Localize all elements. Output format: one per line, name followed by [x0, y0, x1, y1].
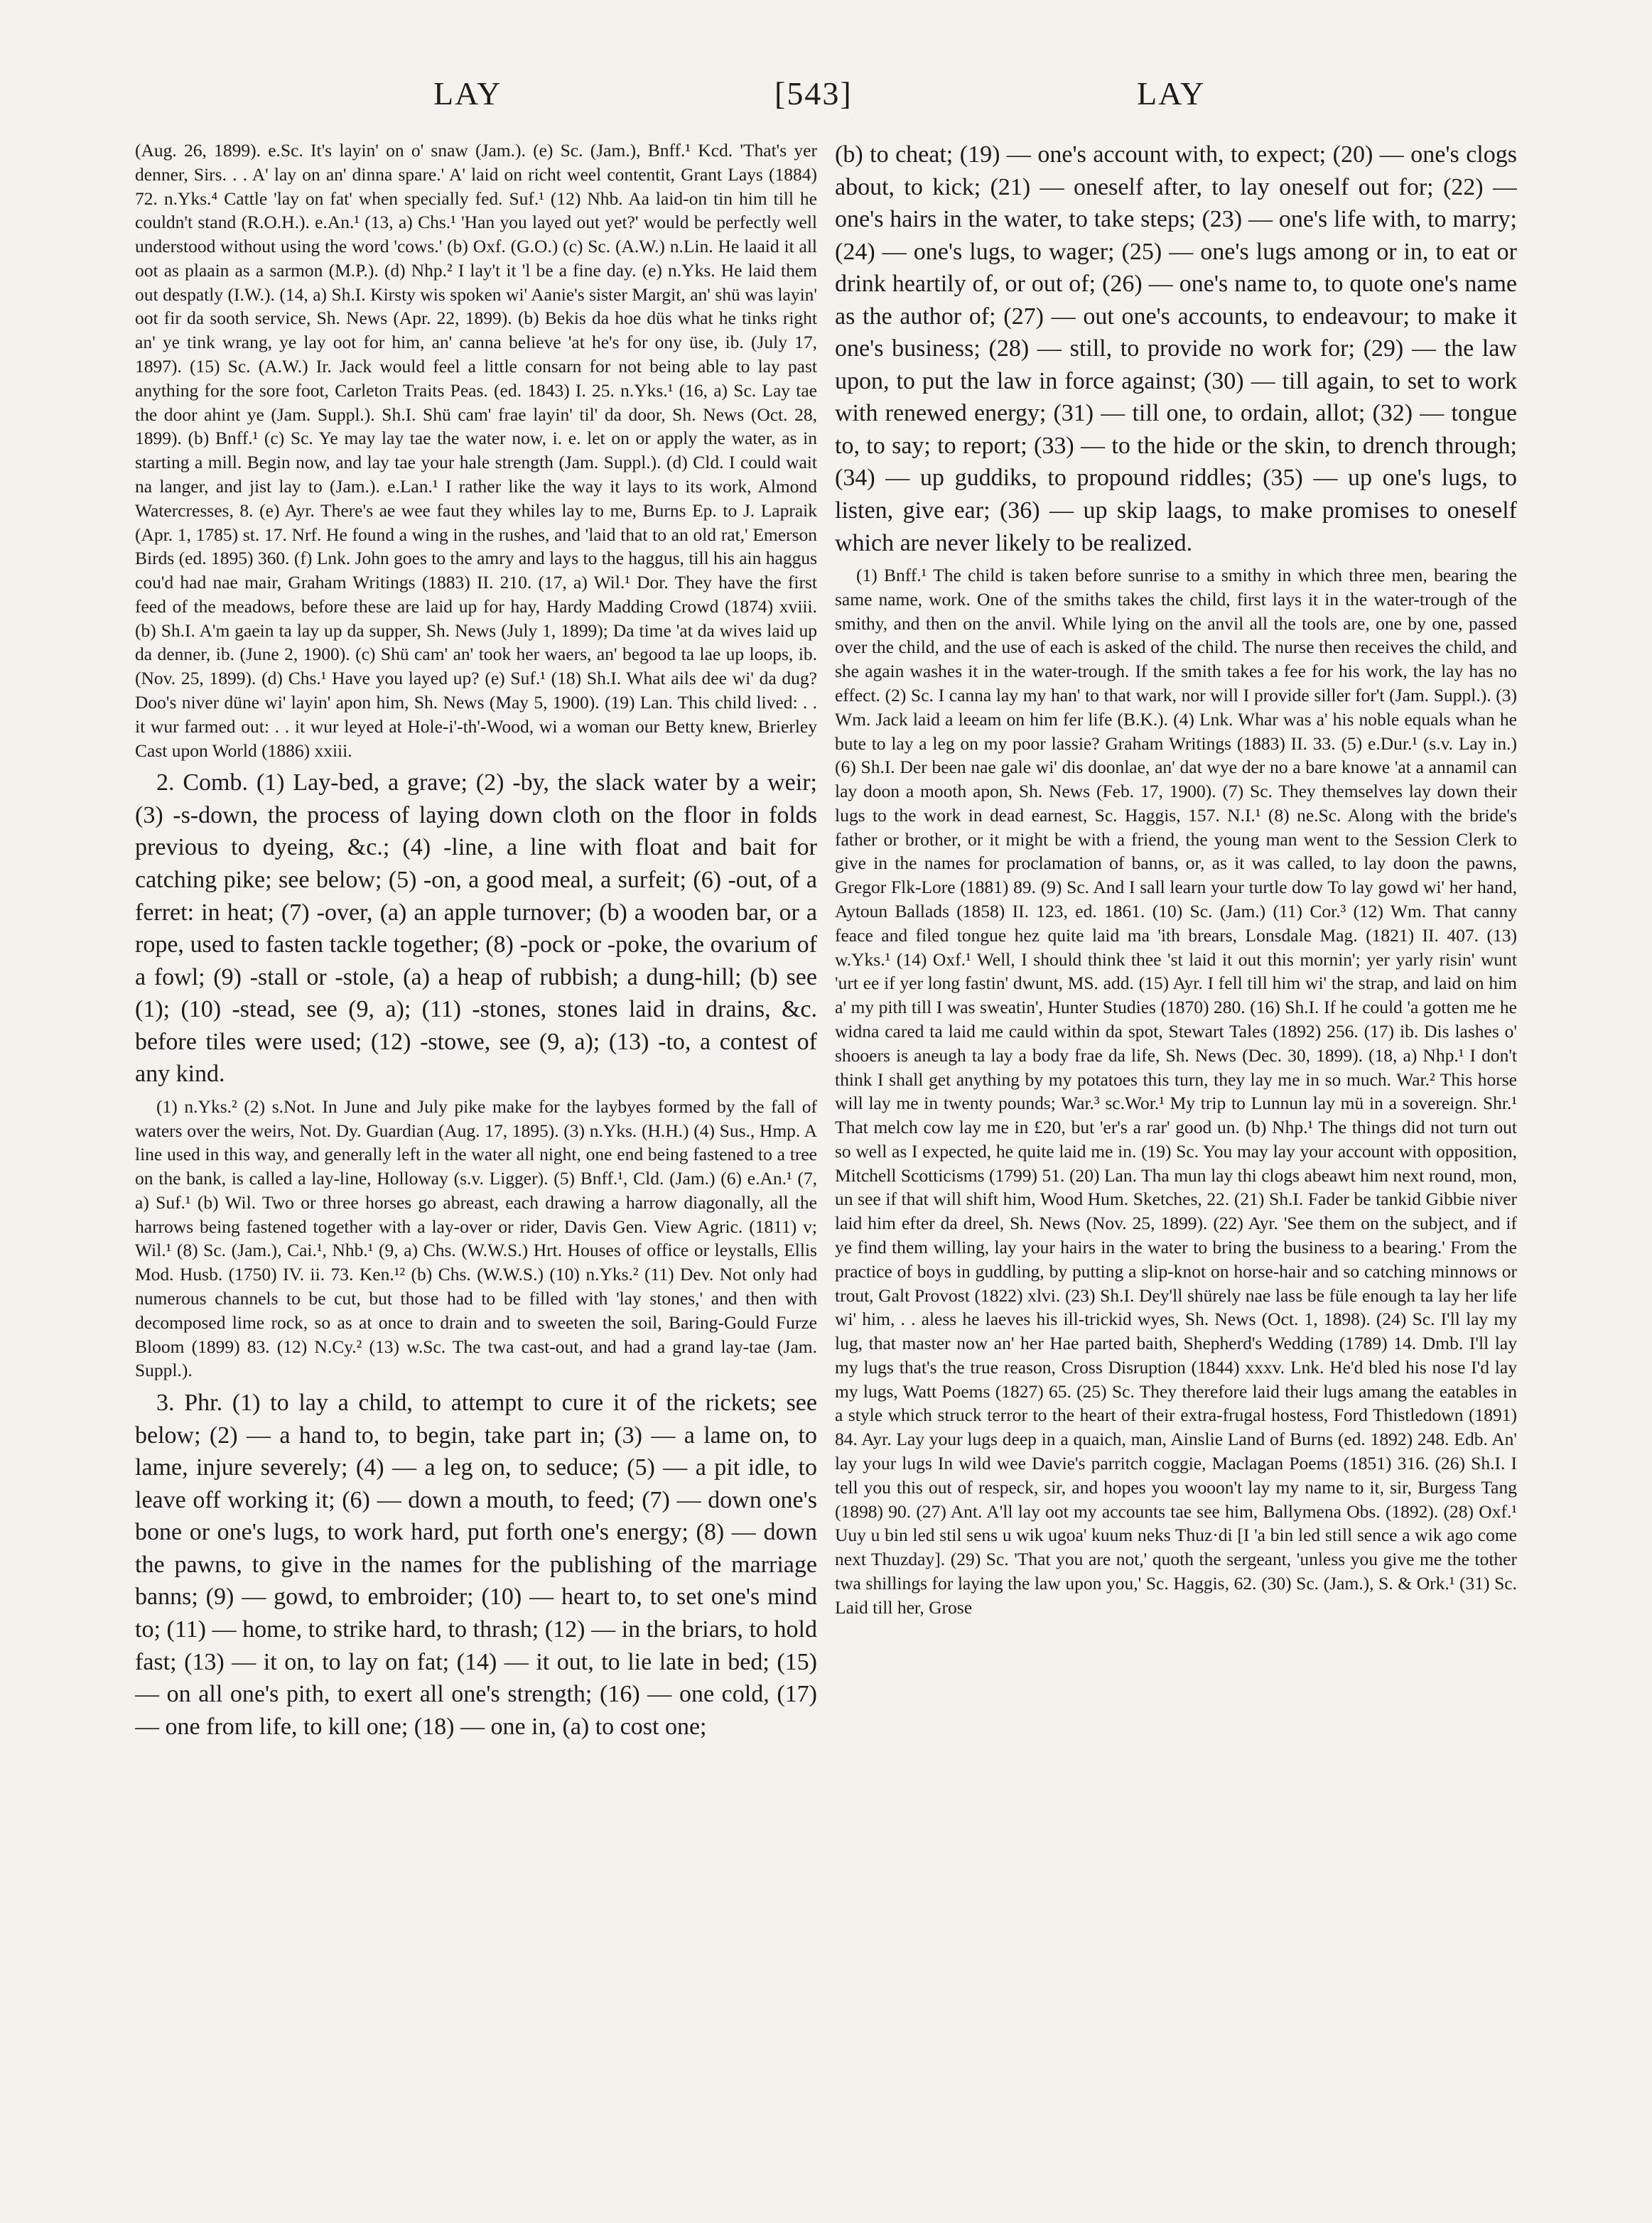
- headword-right: LAY: [1137, 75, 1206, 112]
- right-column: [835, 139, 1517, 2199]
- left-column-paragraph: 3. Phr. (1) to lay a child, to attempt to cure it of the rickets; see below; (2) — a hand to, to begin, take part in; (3) — a lame on, to lame, injure severely; (4) — a leg on, to seduce; (5) — a pit idle, to leave off working it; (6) — down a mouth, to feed; (7) — down one's bone or one's lugs, to work hard, put forth one's energy; (8) — down the pawns, to give in the names for the publishing of the marriage banns; (9) — gowd, to embroider; (10) — heart to, to set one's mind to; (11) — home, to strike hard, to thrash; (12) — in the briars, to hold fast; (13) — it on, to lay on fat; (14) — it out, to lie late in bed; (15) — on all one's pith, to exert all one's strength; (16) — one cold, (17) — one from life, to kill one; (18) — one in, (a) to cost one;: [135, 1390, 817, 1740]
- left-column-paragraph: (1) n.Yks.² (2) s.Not. In June and July pike make for the laybyes formed by the fall of waters over the weirs, Not. Dy. Guardian (Aug. 17, 1895). (3) n.Yks. (H.H.) (4) Sus., Hmp. A line used in this way, and generally left in the water all night, one end being fastened to a tree on the bank, is called a lay-line, Holloway (s.v. Ligger). (5) Bnff.¹, Cld. (Jam.) (6) e.An.¹ (7, a) Suf.¹ (b) Wil. Two or three horses go abreast, each drawing a harrow diagonally, all the harrows being fastened together with a lay-over or rider, Davis Gen. View Agric. (1811) v; Wil.¹ (8) Sc. (Jam.), Cai.¹, Nhb.¹ (9, a) Chs. (W.W.S.) Hrt. Houses of office or leystalls, Ellis Mod. Husb. (1750) IV. ii. 73. Ken.¹² (b) Chs. (W.W.S.) (10) n.Yks.² (11) Dev. Not only had numerous channels to be cut, but those had to be filled with 'lay stones,' and then with decomposed lime rock, so as at once to drain and to sweeten the soil, Baring-Gould Furze Bloom (1899) 83. (12) N.Cy.² (13) w.Sc. The twa cast-out, and had a grand lay-tae (Jam. Suppl.).: [135, 1096, 817, 1381]
- running-head: [135, 75, 1528, 124]
- page-number: [543]: [774, 75, 853, 112]
- right-column-paragraph: (b) to cheat; (19) — one's account with, to expect; (20) — one's clogs about, to kick; (21) — oneself after, to lay oneself out for; (22) — one's hairs in the water, to take steps; (23) — one's life with, to marry; (24) — one's lugs, to wager; (25) — one's lugs among or in, to eat or drink heartily of, or out of; (26) — one's name to, to quote one's name as the author of; (27) — out one's accounts, to endeavour; to make it one's business; (28) — still, to provide no work for; (29) — the law upon, to put the law in force against; (30) — till again, to set to work with renewed energy; (31) — till one, to ordain, allot; (32) — tongue to, to say; to report; (33) — to the hide or the skin, to drench through; (34) — up guddiks, to propound riddles; (35) — up one's lugs, to listen, give ear; (36) — up skip laags, to make promises to oneself which are never likely to be realized.: [835, 141, 1517, 556]
- headword-left: LAY: [433, 75, 502, 112]
- left-column-paragraph: 2. Comb. (1) Lay-bed, a grave; (2) -by, the slack water by a weir; (3) -s-down, the process of laying down cloth on the floor in folds previous to dyeing, &c.; (4) -line, a line with float and bait for catching pike; see below; (5) -on, a good meal, a surfeit; (6) -out, of a ferret: in heat; (7) -over, (a) an apple turnover; (b) a wooden bar, or a rope, used to fasten tackle together; (8) -pock or -poke, the ovarium of a fowl; (9) -stall or -stole, (a) a heap of rubbish; a dung-hill; (b) see (1); (10) -stead, see (9, a); (11) -stones, stones laid in drains, &c. before tiles were used; (12) -stowe, see (9, a); (13) -to, a contest of any kind.: [135, 769, 817, 1088]
- right-column-paragraph: (1) Bnff.¹ The child is taken before sunrise to a smithy in which three men, bearing the same name, work. One of the smiths takes the child, first lays it in the water-trough of the smithy, and then on the anvil. While lying on the anvil all the tools are, one by one, passed over the child, and the use of each is asked of the child. The nurse then receives the child, and she again washes it in the water-trough. If the smith takes a fee for his work, the lay has no effect. (2) Sc. I canna lay my han' to that wark, nor will I provide siller for't (Jam. Suppl.). (3) Wm. Jack laid a leeam on him fer life (B.K.). (4) Lnk. Whar was a' his noble equals whan he bute to lay a leg on my poor lassie? Graham Writings (1883) II. 33. (5) e.Dur.¹ (s.v. Lay in.) (6) Sh.I. Der been nae gale wi' dis doonlae, an' dat wye der no a bare knowe 'at a annamil can lay doon a mooth apon, Sh. News (Feb. 17, 1900). (7) Sc. They themselves lay down their lugs to the work in dead earnest, Sc. Haggis, 157. N.I.¹ (8) ne.Sc. Along with the bride's father or brother, or it might be with a friend, the young man went to the Session Clerk to give in the names for proclamation of banns, or, as it was called, to lay doon the pawns, Gregor Flk-Lore (1881) 89. (9) Sc. And I sall learn your turtle dow To lay gowd wi' her hand, Aytoun Ballads (1858) II. 123, ed. 1861. (10) Sc. (Jam.) (11) Cor.³ (12) Wm. That canny feace and filed tongue hez quite laid ma 'ith brears, Lonsdale Mag. (1821) II. 407. (13) w.Yks.¹ (14) Oxf.¹ Well, I should think thee 'st laid it out this mornin'; yer yarly risin' wunt 'urt ee if yer long fastin' dwunt, MS. add. (15) Ayr. I fell till him wi' the strap, and laid on him a' my pith till I was sweatin', Hunter Studies (1870) 280. (16) Sh.I. If he could 'a gotten me he widna cared ta laid me cauld within da spot, Stewart Tales (1892) 256. (17) ib. Dis lashes o' shooers is aneugh ta lay a body frae da life, Sh. News (Dec. 30, 1899). (18, a) Nhp.¹ I don't think I shall get anything by my potatoes this turn, they lay me in so much. War.² This horse will lay me in twenty pounds; War.³ sc.Wor.¹ My trip to Lunnun lay mü in a sovereign. Shr.¹ That melch cow lay me in £20, but 'er's a rar' good un. (b) Nhp.¹ The things did not turn out so well as I expected, he quite laid me in. (19) Sc. You may lay your account with opposition, Mitchell Scotticisms (1799) 51. (20) Lan. Tha mun lay thi clogs abeawt him next round, mon, un see if that will shift him, Wood Hum. Sketches, 22. (21) Sh.I. Fader be tankid Gibbie niver laid him efter da dreel, Sh. News (Nov. 25, 1899). (22) Ayr. 'See them on the subject, and if ye find them willing, lay your hairs in the water to bring the business to a bearing.' From the practice of boys in guddling, by putting a slip-knot on horse-hair and so catching minnows or trout, Galt Provost (1822) xlvi. (23) Sh.I. Dey'll shürely nae lass be füle enough ta lay her life wi' him, . . aless he laeves his ill-trickid wyes, Sh. News (Oct. 1, 1898). (24) Sc. I'll lay my lug, that master now an' her Hae parted baith, Shepherd's Wedding (1789) 14. Dmb. I'll lay my lugs that's the true reason, Cross Disruption (1844) xxxv. Lnk. He'd bled his nose I'd lay my lugs, Watt Poems (1827) 65. (25) Sc. They therefore laid their lugs amang the eatables in a style which struck terror to the heart of their extra-frugal hostess, Ford Thistledown (1891) 84. Ayr. Lay your lugs deep in a quaich, man, Ainslie Land of Burns (ed. 1892) 248. Edb. An' lay your lugs In wild wee Davie's parritch coggie, Maclagan Poems (1851) 316. (26) Sh.I. I tell you this out of respeck, sir, and hopes you wooon't lay my name to it, sir, Burgess Tang (1898) 90. (27) Ant. A'll lay oot my accounts tae see him, Ballymena Obs. (1892). (28) Oxf.¹ Uuy u bin led stil sens u wik ugoa' kuum neks Thuz·di [I 'a bin led still sence a wik ago come next Thuzday]. (29) Sc. 'That you are not,' quoth the sergeant, 'unless you give me the tother twa shillings for laying the law upon you,' Sc. Haggis, 62. (30) Sc. (Jam.), S. & Ork.¹ (31) Sc. Laid till her, Grose: [835, 565, 1517, 1618]
- left-column: [135, 139, 817, 2199]
- left-column-paragraph: (Aug. 26, 1899). e.Sc. It's layin' on o' snaw (Jam.). (e) Sc. (Jam.), Bnff.¹ Kcd. 'That's yer denner, Sirs. . . A' lay on an' dinna spare.' A' laid on richt weel contentit, Grant Lays (1884) 72. n.Yks.⁴ Cattle 'lay on fat' when specially fed. Suf.¹ (12) Nhb. Aa laid-on tin him till he couldn't stand (R.O.H.). e.An.¹ (13, a) Chs.¹ 'Han you layed out yet?' would be perfectly well understood without using the word 'cows.' (b) Oxf. (G.O.) (c) Sc. (A.W.) n.Lin. He laaid it all oot as plaain as a sarmon (M.P.). (d) Nhp.² I lay't it 'l be a fine day. (e) n.Yks. He laid them out despatly (I.W.). (14, a) Sh.I. Kirsty wis spoken wi' Aanie's sister Margit, an' shü was layin' oot fir da sooth service, Sh. News (Apr. 22, 1899). (b) Bekis da hoe düs what he tinks right an' ye tink wrang, ye lay oot for him, an' canna believe 'at he's for ony üse, ib. (July 17, 1897). (15) Sc. (A.W.) Ir. Jack would feel a little consarn for not being able to lay past anything for the sore foot, Carleton Traits Peas. (ed. 1843) I. 25. n.Yks.¹ (16, a) Sc. Lay tae the door ahint ye (Jam. Suppl.). Sh.I. Shü cam' frae layin' til' da door, Sh. News (Oct. 28, 1899). (b) Bnff.¹ (c) Sc. Ye may lay tae the water now, i. e. let on or apply the water, as in starting a mill. Begin now, and lay tae your hale strength (Jam. Suppl.). (d) Cld. I could wait na langer, and jist lay to (Jam.). e.Lan.¹ I rather like the way it lays to its work, Almond Watercresses, 8. (e) Ayr. There's ae wee faut they whiles lay to me, Burns Ep. to J. Lapraik (Apr. 1, 1785) st. 17. Nrf. He found a wing in the rushes, and 'laid that to an old rat,' Emerson Birds (ed. 1895) 360. (f) Lnk. John goes to the amry and lays to the haggus, till his ain haggus cou'd had nae mair, Graham Writings (1883) II. 210. (17, a) Wil.¹ Dor. They have the first feed of the meadows, before these are laid up for hay, Hardy Madding Crowd (1874) xviii. (b) Sh.I. A'm gaein ta lay up da supper, Sh. News (July 1, 1899); Da time 'at da wives laid up da denner, ib. (June 2, 1900). (c) Shü cam' an' took her waers, an' begood ta lae up loops, ib. (Nov. 25, 1899). (d) Chs.¹ Have you layed up? (e) Suf.¹ (18) Sh.I. What ails dee wi' da dug? Doo's niver düne wi' layin' apon him, Sh. News (May 5, 1900). (19) Lan. This child lived: . . it wur farmed out: . . it wur leyed at Hole-i'-th'-Wood, wi a woman our Betty knew, Brierley Cast upon World (1886) xxiii.: [135, 140, 817, 761]
